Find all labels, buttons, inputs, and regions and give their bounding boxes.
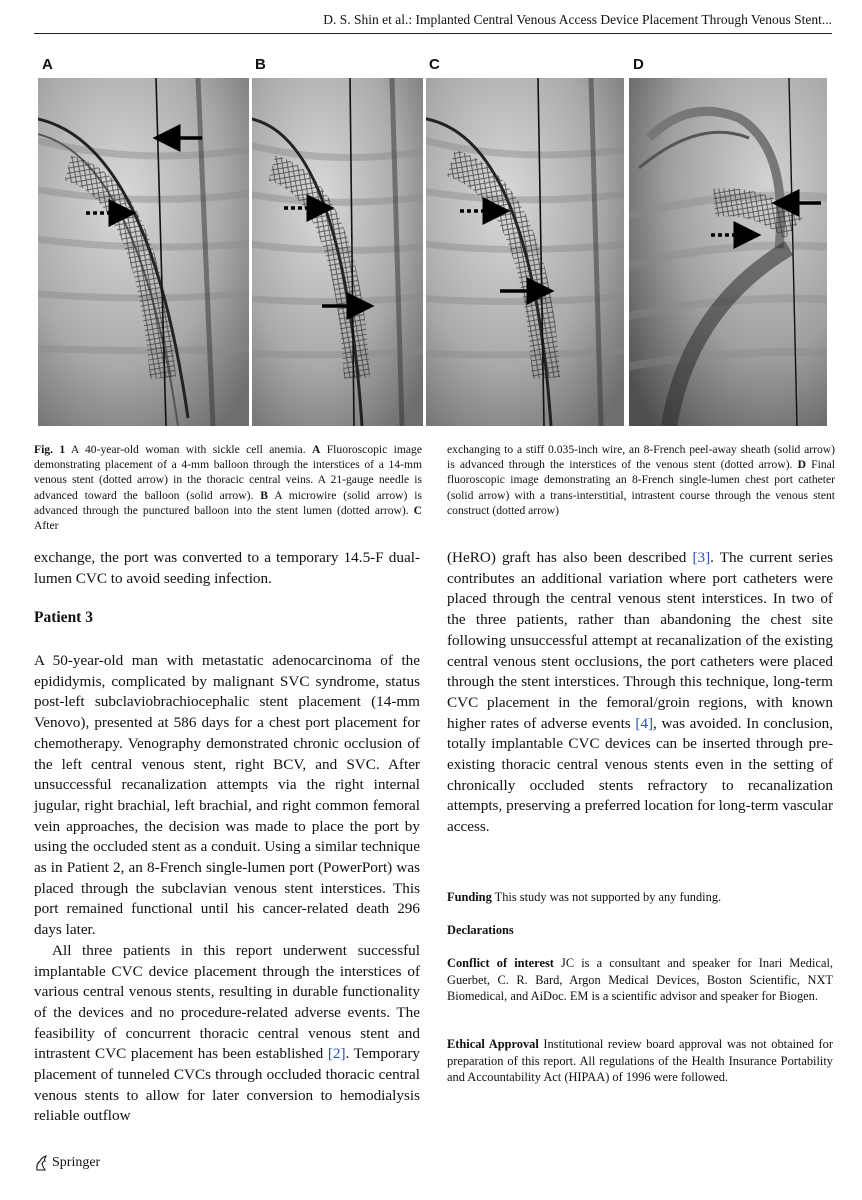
paragraph-exchange: exchange, the port was converted to a temporary 14.5-F dual-lumen CVC to avoid seeding infection. <box>34 549 420 587</box>
caption-a-text: Fluoroscopic image demonstrating placement of a 4-mm balloon through the interstices of a 14-mm venous stent (dotted arrow) in the thoracic central veins. A 21-gauge needle is advanced toward the balloon (solid arrow). <box>34 443 422 502</box>
section-heading-patient-3: Patient 3 <box>34 609 93 626</box>
ethics-text: Institutional review board approval was not obtained for preparation of this report. All regulations of the Health Insurance Portability and Accountability Act (HIPAA) of 1996 were followed. <box>447 1037 833 1084</box>
caption-d-text: Final fluoroscopic image demonstrating an 8-French single-lumen chest port catheter (solid arrow) with a trans-interstitial, intrastent course through the venous stent construct (dotted arrow) <box>447 458 835 517</box>
fluoro-panel-a <box>38 78 249 426</box>
panel-label-a: A <box>42 56 53 73</box>
ethics-label: Ethical Approval <box>447 1037 539 1051</box>
ethics-statement <box>447 1036 833 1086</box>
conflict-text: JC is a consultant and speaker for Inari Medical, Guerbet, C. R. Bard, Argon Medical Devices, Boston Scientific, NXT Biomedical, and AiDoc. EM is a scientific advisor and speaker for Biogen. <box>447 956 833 1003</box>
paragraph-hero-text: (HeRO) graft has also been described <box>447 549 687 566</box>
fluoro-image-c <box>426 78 624 426</box>
publisher-footer <box>34 1155 100 1171</box>
running-title: D. S. Shin et al.: Implanted Central Venous Access Device Placement Through Venous Stent... <box>323 12 832 27</box>
right-column-body <box>447 548 833 838</box>
fluoro-panel-c <box>426 78 624 426</box>
publisher-name: Springer <box>52 1155 101 1170</box>
declarations-heading: Declarations <box>447 923 514 937</box>
panel-label-d: D <box>633 56 644 73</box>
caption-a-label: A <box>311 443 321 456</box>
paragraph-hero-text-cont: . The current series contributes an additional variation where port catheters were placed through the central venous stent interstices. In two of the three patients, rather than abandoning the chest site following unsuccessful attempt at recanalization of the existing central venous stent occlusions, the port catheters were placed through the stent interstices. Through this technique, long-term CVC placement in the femoral/groin regions, with known higher rates of adverse events <box>447 549 834 732</box>
caption-d-label: D <box>797 458 806 472</box>
fluoro-image-d <box>629 78 827 426</box>
conflict-label: Conflict of interest <box>447 956 554 970</box>
funding-label: Funding <box>447 890 492 904</box>
panel-label-c: C <box>429 56 440 73</box>
paragraph-hero <box>447 548 833 838</box>
funding-text: This study was not supported by any funding. <box>494 890 722 904</box>
caption-c-continued: exchanging to a stiff 0.035-inch wire, an 8-French peel-away sheath (solid arrow) is advanced through the interstices of the venous stent (dotted arrow). <box>447 443 835 472</box>
paragraph-all-patients <box>34 941 420 1127</box>
figure-caption-left <box>34 442 422 533</box>
paragraph-patient-3: A 50-year-old man with metastatic adenocarcinoma of the epididymis, complicated by malignant SVC syndrome, status post-left subclaviobrachiocephalic stent placement (14-mm Venovo), presented at 586 days for a chest port placement for chemotherapy. Venography demonstrated chronic occlusion of the left central venous stent, right BCV, and SVC. After unsuccessful recanalization attempts via the right internal jugular, right brachial, left brachial, and right common femoral vein approaches, the decision was made to place the port by using the occluded stent as a conduit. Using a similar technique as in Patient 2, an 8-French single-lumen port (PowerPort) was placed through the subclavian venous stent interstices. This port remained functional until his cancer-related death 296 days later. <box>34 652 420 939</box>
caption-intro: A 40-year-old woman with sickle cell anemia. <box>70 443 306 456</box>
panel-label-b: B <box>255 56 266 73</box>
conflict-statement <box>447 955 833 1005</box>
caption-c-text: After <box>34 519 59 533</box>
funding-statement <box>447 889 833 906</box>
caption-c-label: C <box>413 503 422 517</box>
left-column-body <box>34 651 420 1127</box>
paragraph-all-patients-text-cont: . Temporary placement of tunneled CVCs through occluded thoracic central venous stents to allow for later conversion to hemodialysis reliable outflow <box>34 1045 421 1125</box>
left-column-top <box>34 548 420 589</box>
caption-b-label: B <box>260 488 268 502</box>
paragraph-all-patients-text: All three patients in this report underwent successful implantable CVC device placement through the interstices of various central venous stents, resulting in durable functionality of the devices and no procedure-related adverse events. The feasibility of concurrent thoracic central venous stent and intrastent CVC placement has been established <box>34 941 420 1063</box>
fluoro-panel-b <box>252 78 423 426</box>
fluoro-image-b <box>252 78 423 426</box>
citation-link-3[interactable]: [3] <box>692 549 711 566</box>
fluoro-image-a <box>38 78 249 426</box>
citation-link-4[interactable]: [4] <box>635 714 654 732</box>
caption-b-text: A microwire (solid arrow) is advanced through the punctured balloon into the stent lumen (dotted arrow). <box>34 488 423 517</box>
paragraph-hero-text-end: , was avoided. In conclusion, totally implantable CVC devices can be inserted through pre-existing thoracic central venous stents even in the setting of chronically occluded stents refractory to recanalization attempts, preserving a preferred location for long-term vascular access. <box>447 714 833 836</box>
figure-label: Fig. 1 <box>34 443 66 456</box>
springer-horse-icon <box>34 1155 48 1171</box>
fluoro-panel-d <box>629 78 827 426</box>
figure-caption-right <box>447 442 835 518</box>
running-header <box>34 12 832 34</box>
citation-link-2[interactable]: [2] <box>327 1045 346 1063</box>
